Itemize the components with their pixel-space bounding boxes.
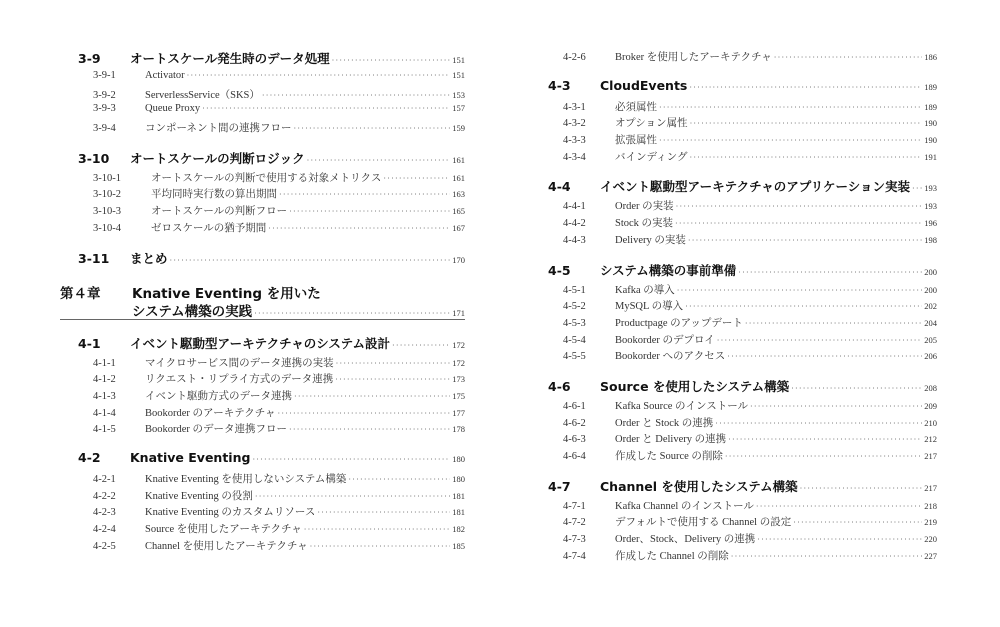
section-heading-page: 151 <box>452 55 465 65</box>
subsection-entry-title: Order と Delivery の連携 <box>615 434 727 446</box>
leader-dots <box>310 542 451 551</box>
subsection-entry-number: 4-3-3 <box>563 135 586 147</box>
subsection-entry-title: Order、Stock、Delivery の連携 <box>615 534 756 546</box>
chapter-title-line-1: Knative Eventing を用いた <box>132 285 321 302</box>
leader-dots <box>688 236 922 245</box>
subsection-entry[interactable] <box>78 388 465 405</box>
subsection-entry-page: 151 <box>452 70 465 80</box>
subsection-entry-page: 227 <box>924 550 937 561</box>
leader-dots <box>392 341 450 350</box>
subsection-entry[interactable] <box>548 514 937 531</box>
subsection-entry-title: Channel を使用したアーキテクチャ <box>145 540 308 552</box>
section-heading[interactable] <box>78 334 465 355</box>
subsection-entry-number: 4-4-2 <box>563 218 586 230</box>
leader-dots <box>659 136 922 145</box>
subsection-entry-page: 217 <box>924 451 937 461</box>
leader-dots <box>262 91 450 100</box>
leader-dots <box>731 552 923 561</box>
subsection-entry-page: 202 <box>924 301 937 312</box>
subsection-entry-number: 4-6-4 <box>563 451 586 462</box>
section-heading-number: 4-6 <box>548 378 571 394</box>
subsection-entry[interactable] <box>78 521 465 538</box>
subsection-entry[interactable] <box>78 103 465 120</box>
chapter-number: 第４章 <box>60 285 101 302</box>
leader-dots <box>912 184 922 193</box>
section-heading-page: 200 <box>924 266 937 277</box>
leader-dots <box>307 156 451 165</box>
subsection-entry-page: 172 <box>452 357 465 368</box>
leader-dots <box>332 56 451 65</box>
subsection-entry-title: Activator <box>145 70 185 81</box>
leader-dots <box>279 190 450 199</box>
leader-dots <box>187 71 451 80</box>
subsection-entry-title: Delivery の実装 <box>615 234 686 246</box>
leader-dots <box>289 207 450 216</box>
chapter-title-line-2: システム構築の実践 <box>132 303 253 320</box>
subsection-entry[interactable] <box>78 421 465 438</box>
subsection-entry[interactable] <box>548 215 937 232</box>
section-heading[interactable] <box>78 249 465 270</box>
subsection-entry-page: 218 <box>924 500 937 511</box>
subsection-entry-page: 210 <box>924 417 937 428</box>
subsection-entry-number: 4-3-4 <box>563 151 586 163</box>
subsection-entry-page: 204 <box>924 317 937 328</box>
leader-dots <box>757 535 922 544</box>
subsection-entry-number: 4-1-2 <box>93 374 116 386</box>
subsection-entry-number: 4-5-4 <box>563 334 586 346</box>
toc-right-page <box>548 49 937 564</box>
leader-dots <box>202 104 450 113</box>
subsection-entry-number: 3-10-4 <box>93 222 121 234</box>
subsection-entry-number: 4-1-5 <box>93 424 116 436</box>
subsection-entry[interactable] <box>548 531 937 548</box>
section-heading-number: 4-7 <box>548 478 571 494</box>
leader-dots <box>791 384 922 393</box>
subsection-entry-title: オートスケールの判断フロー <box>151 206 288 218</box>
subsection-entry-number: 4-7-2 <box>563 517 586 529</box>
leader-dots <box>268 224 450 233</box>
subsection-entry-title: Bookorder のアーキテクチャ <box>145 407 276 419</box>
subsection-entry[interactable] <box>78 170 465 187</box>
leader-dots <box>800 484 923 493</box>
subsection-entry[interactable] <box>78 220 465 237</box>
subsection-entry-number: 4-7-4 <box>563 550 586 562</box>
subsection-entry-page: 220 <box>924 534 937 545</box>
section-heading-title: Channel を使用したシステム構築 <box>600 478 798 494</box>
subsection-entry-title: 作成した Channel の削除 <box>615 550 729 562</box>
leader-dots <box>738 268 922 277</box>
section-heading-page: 217 <box>924 482 937 493</box>
section-heading[interactable] <box>548 377 937 398</box>
section-heading-number: 3-9 <box>78 51 101 66</box>
section-heading-page: 193 <box>924 183 937 194</box>
subsection-entry-page: 185 <box>452 540 465 551</box>
leader-dots <box>727 352 922 361</box>
chapter-line-2 <box>60 300 465 320</box>
subsection-entry-title: Bookorder へのアクセス <box>615 351 726 363</box>
subsection-entry-number: 4-4-1 <box>563 201 586 213</box>
section-heading-title: Source を使用したシステム構築 <box>600 378 790 394</box>
subsection-entry[interactable] <box>548 49 937 66</box>
section-heading-title: システム構築の事前準備 <box>600 262 737 278</box>
leader-dots <box>676 202 923 211</box>
subsection-entry-page: 193 <box>924 201 937 212</box>
subsection-entry[interactable] <box>78 186 465 203</box>
subsection-entry-page: 205 <box>924 334 937 345</box>
leader-dots <box>756 502 922 511</box>
section-heading[interactable] <box>548 177 937 198</box>
section-heading-page: 208 <box>924 382 937 393</box>
subsection-entry-number: 4-5-5 <box>563 351 586 363</box>
subsection-entry-number: 3-9-4 <box>93 123 116 135</box>
section-heading-number: 3-11 <box>78 250 110 266</box>
subsection-entry-number: 4-3-2 <box>563 118 586 130</box>
leader-dots <box>750 402 922 411</box>
leader-dots <box>383 174 450 183</box>
subsection-entry-page: 182 <box>452 524 465 534</box>
leader-dots <box>677 286 922 295</box>
subsection-entry[interactable] <box>548 548 937 565</box>
subsection-entry-number: 4-5-1 <box>563 284 586 296</box>
section-heading-title: オートスケールの判断ロジック <box>130 150 305 166</box>
subsection-entry-title: Kafka Source のインストール <box>615 400 749 412</box>
subsection-entry-page: 209 <box>924 400 937 411</box>
leader-dots <box>659 103 922 112</box>
section-heading-page: 172 <box>452 339 465 350</box>
subsection-entry-page: 165 <box>452 206 465 217</box>
subsection-entry-number: 4-4-3 <box>563 234 586 246</box>
subsection-entry-title: Kafka Channel のインストール <box>615 500 754 512</box>
subsection-entry[interactable] <box>548 298 937 315</box>
section-heading-number: 4-4 <box>548 179 571 195</box>
subsection-entry-title: リクエスト・リプライ方式のデータ連携 <box>145 374 334 386</box>
subsection-entry-page: 186 <box>924 52 937 62</box>
subsection-entry-page: 181 <box>452 507 465 518</box>
subsection-entry[interactable] <box>548 232 937 249</box>
section-heading[interactable] <box>548 477 937 498</box>
subsection-entry-title: ゼロスケールの猶予期間 <box>151 222 267 234</box>
subsection-entry-title: Knative Eventing を使用しないシステム構築 <box>145 473 347 485</box>
subsection-entry-page: 178 <box>452 424 465 435</box>
section-heading-page: 161 <box>452 154 465 165</box>
leader-dots <box>715 419 922 428</box>
subsection-entry[interactable] <box>78 488 465 505</box>
subsection-entry-title: Stock の実装 <box>615 218 674 230</box>
section-heading-title: Knative Eventing <box>130 449 251 465</box>
leader-dots <box>793 518 922 527</box>
leader-dots <box>252 455 450 464</box>
subsection-entry-title: 作成した Source の削除 <box>615 451 723 462</box>
subsection-entry[interactable] <box>78 120 465 137</box>
subsection-entry-page: 200 <box>924 284 937 295</box>
subsection-entry-number: 4-6-1 <box>563 400 586 412</box>
subsection-entry[interactable] <box>548 431 937 448</box>
section-heading-number: 4-5 <box>548 262 571 278</box>
leader-dots <box>728 435 922 444</box>
subsection-entry-number: 4-6-3 <box>563 434 586 446</box>
subsection-entry-title: Bookorder のデプロイ <box>615 334 715 346</box>
leader-dots <box>289 425 450 434</box>
subsection-entry[interactable] <box>548 115 937 132</box>
subsection-entry-page: 157 <box>452 103 465 114</box>
section-heading[interactable] <box>78 49 465 70</box>
subsection-entry[interactable] <box>548 448 937 465</box>
section-heading-page: 180 <box>452 453 465 464</box>
section-heading[interactable] <box>78 450 465 471</box>
subsection-entry-number: 4-2-2 <box>93 490 116 502</box>
subsection-entry-title: バインディング <box>615 151 688 163</box>
subsection-entry-page: 159 <box>452 123 465 134</box>
subsection-entry[interactable] <box>548 415 937 432</box>
subsection-entry[interactable] <box>548 198 937 215</box>
subsection-entry[interactable] <box>548 332 937 349</box>
subsection-entry-number: 4-2-4 <box>93 524 116 535</box>
subsection-entry-page: 177 <box>452 407 465 418</box>
section-heading-number: 4-1 <box>78 335 101 351</box>
subsection-entry-title: Broker を使用したアーキテクチャ <box>615 52 772 63</box>
subsection-entry-title: コンポーネント間の連携フロー <box>145 123 292 135</box>
leader-dots <box>335 375 450 384</box>
subsection-entry-title: Knative Eventing のカスタムリソース <box>145 507 316 519</box>
leader-dots <box>170 256 451 265</box>
subsection-entry[interactable] <box>78 538 465 555</box>
leader-dots <box>293 124 450 133</box>
subsection-entry-page: 212 <box>924 434 937 445</box>
subsection-entry-page: 181 <box>452 490 465 501</box>
section-heading-title: CloudEvents <box>600 77 688 93</box>
subsection-entry-number: 4-5-3 <box>563 317 586 329</box>
subsection-entry-number: 3-9-3 <box>93 103 116 115</box>
leader-dots <box>317 508 450 517</box>
subsection-entry-title: Source を使用したアーキテクチャ <box>145 524 302 535</box>
subsection-entry-title: Order と Stock の連携 <box>615 417 714 429</box>
subsection-entry-page: 190 <box>924 118 937 129</box>
subsection-entry-number: 3-10-1 <box>93 172 121 184</box>
leader-dots <box>255 492 450 501</box>
subsection-entry-page: 190 <box>924 135 937 146</box>
subsection-entry-number: 4-5-2 <box>563 301 586 313</box>
subsection-entry-page: 191 <box>924 151 937 162</box>
subsection-entry[interactable] <box>78 504 465 521</box>
subsection-entry[interactable] <box>548 149 937 166</box>
section-heading[interactable] <box>548 78 937 99</box>
subsection-entry-page: 167 <box>452 222 465 233</box>
leader-dots <box>304 525 451 534</box>
subsection-entry-number: 4-2-3 <box>93 507 116 519</box>
subsection-entry[interactable] <box>78 203 465 220</box>
leader-dots <box>774 53 923 62</box>
subsection-entry[interactable] <box>548 315 937 332</box>
subsection-entry-title: Bookorder のデータ連携フロー <box>145 424 288 436</box>
leader-dots <box>689 83 922 92</box>
subsection-entry-title: マイクロサービス間のデータ連携の実装 <box>145 357 334 369</box>
subsection-entry-number: 3-10-3 <box>93 206 121 218</box>
leader-dots <box>725 452 922 461</box>
subsection-entry[interactable] <box>78 87 465 104</box>
subsection-entry-title: Knative Eventing の役割 <box>145 490 253 502</box>
subsection-entry[interactable] <box>548 132 937 149</box>
subsection-entry-page: 161 <box>452 172 465 183</box>
subsection-entry-number: 3-9-2 <box>93 89 116 101</box>
chapter-line-1 <box>60 282 465 300</box>
subsection-entry-page: 180 <box>452 473 465 484</box>
subsection-entry-number: 4-1-1 <box>93 357 116 369</box>
section-heading-title: まとめ <box>130 250 168 266</box>
subsection-entry-page: 198 <box>924 234 937 245</box>
subsection-entry-title: Order の実装 <box>615 201 674 213</box>
subsection-entry-title: Queue Proxy <box>145 103 201 115</box>
subsection-entry-title: 必須属性 <box>615 101 657 113</box>
subsection-entry-title: イベント駆動方式のデータ連携 <box>145 390 292 402</box>
subsection-entry-title: Kafka の導入 <box>615 284 675 296</box>
subsection-entry[interactable] <box>548 282 937 299</box>
subsection-entry-number: 4-1-4 <box>93 407 116 419</box>
subsection-entry[interactable] <box>548 398 937 415</box>
subsection-entry-number: 4-6-2 <box>563 417 586 429</box>
leader-dots <box>675 219 922 228</box>
subsection-entry-page: 196 <box>924 218 937 229</box>
subsection-entry-title: 平均同時実行数の算出期間 <box>151 189 277 201</box>
chapter-page: 171 <box>452 307 465 318</box>
leader-dots <box>689 153 922 162</box>
section-heading-title: オートスケール発生時のデータ処理 <box>130 51 330 66</box>
subsection-entry-title: MySQL の導入 <box>615 301 684 313</box>
section-heading[interactable] <box>548 261 937 282</box>
leader-dots <box>685 302 922 311</box>
leader-dots <box>336 359 451 368</box>
subsection-entry-title: オートスケールの判断で使用する対象メトリクス <box>151 172 382 184</box>
subsection-entry[interactable] <box>78 471 465 488</box>
leader-dots <box>277 409 450 418</box>
section-heading-page: 189 <box>924 81 937 92</box>
subsection-entry-number: 4-7-3 <box>563 534 586 546</box>
subsection-entry-number: 4-7-1 <box>563 500 586 512</box>
subsection-entry-number: 4-1-3 <box>93 390 116 402</box>
subsection-entry-number: 4-3-1 <box>563 101 586 113</box>
leader-dots <box>254 309 450 318</box>
leader-dots <box>348 475 450 484</box>
section-heading[interactable] <box>78 149 465 170</box>
subsection-entry-page: 206 <box>924 351 937 362</box>
subsection-entry[interactable] <box>78 405 465 422</box>
subsection-entry[interactable] <box>548 99 937 116</box>
leader-dots <box>745 319 922 328</box>
subsection-entry-number: 3-9-1 <box>93 70 116 81</box>
subsection-entry-page: 173 <box>452 374 465 385</box>
subsection-entry-number: 3-10-2 <box>93 189 121 201</box>
subsection-entry-page: 189 <box>924 101 937 112</box>
subsection-entry-page: 153 <box>452 89 465 100</box>
section-heading-title: イベント駆動型アーキテクチャのアプリケーション実装 <box>600 179 911 195</box>
chapter-heading[interactable] <box>60 282 465 320</box>
leader-dots <box>690 119 923 128</box>
section-heading-number: 3-10 <box>78 150 110 166</box>
leader-dots <box>717 336 923 345</box>
subsection-entry-title: 拡張属性 <box>615 135 657 147</box>
subsection-entry-number: 4-2-6 <box>563 52 586 63</box>
section-heading-title: イベント駆動型アーキテクチャのシステム設計 <box>130 335 391 351</box>
subsection-entry-number: 4-2-5 <box>93 540 116 552</box>
subsection-entry-title: ServerlessService（SKS） <box>145 89 260 101</box>
subsection-entry-number: 4-2-1 <box>93 473 116 485</box>
subsection-entry-title: オプション属性 <box>615 118 688 130</box>
subsection-entry[interactable] <box>548 348 937 365</box>
subsection-entry[interactable] <box>78 70 465 87</box>
subsection-entry-page: 219 <box>924 517 937 528</box>
section-heading-number: 4-3 <box>548 77 571 93</box>
subsection-entry[interactable] <box>548 498 937 515</box>
subsection-entry-page: 175 <box>452 390 465 401</box>
subsection-entry[interactable] <box>78 355 465 372</box>
subsection-entry-title: デフォルトで使用する Channel の設定 <box>615 517 792 529</box>
subsection-entry-title: Productpage のアップデート <box>615 317 743 329</box>
leader-dots <box>294 392 450 401</box>
toc-left-page <box>60 49 465 554</box>
subsection-entry-page: 163 <box>452 189 465 200</box>
section-heading-page: 170 <box>452 254 465 265</box>
section-heading-number: 4-2 <box>78 449 101 465</box>
subsection-entry[interactable] <box>78 371 465 388</box>
